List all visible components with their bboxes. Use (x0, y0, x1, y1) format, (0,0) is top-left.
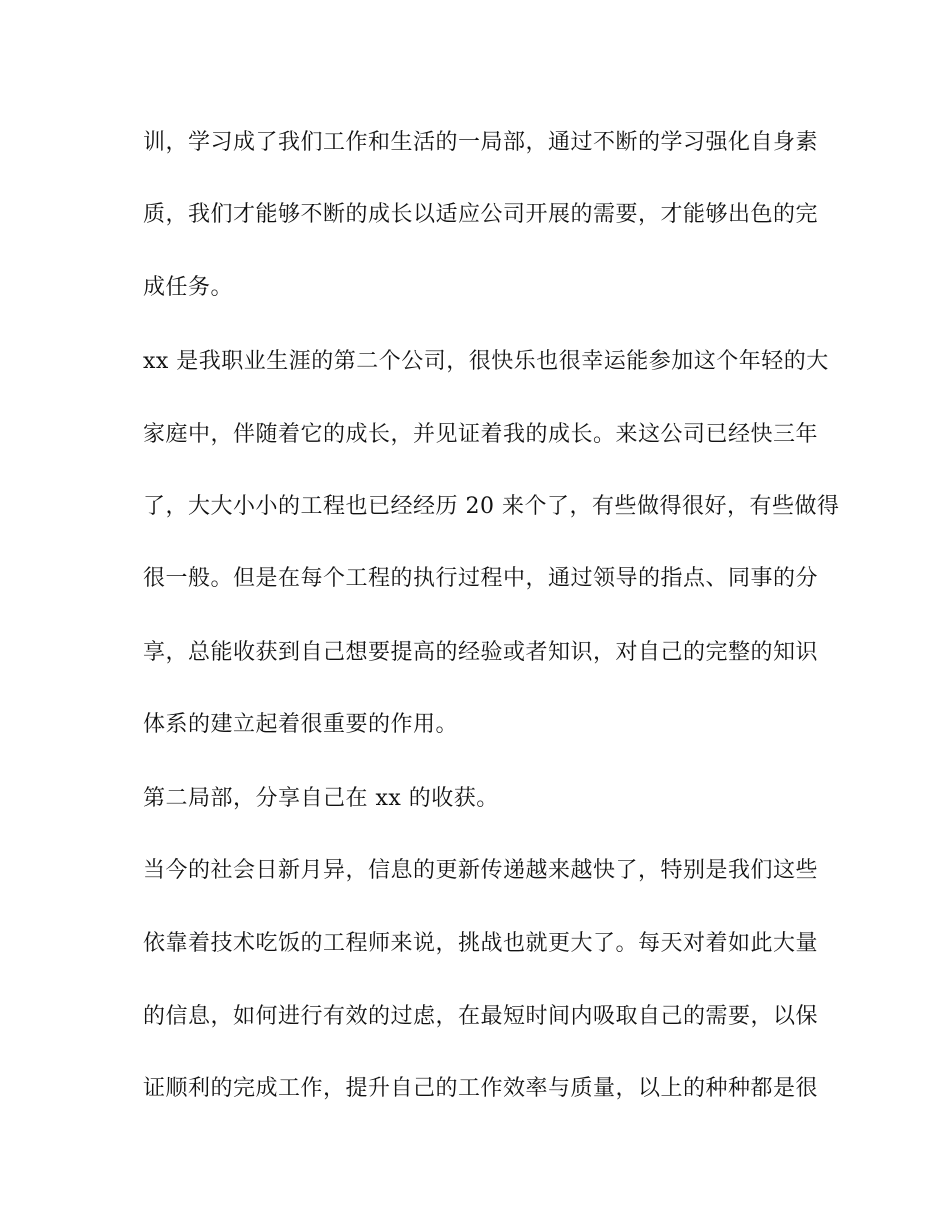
text-line: 很一般。但是在每个工程的执行过程中，通过领导的指点、同事的分 (143, 566, 819, 591)
text-line: 体系的建立起着很重要的作用。 (143, 712, 459, 737)
section-heading: 第二局部，分享自己在 xx 的收获。 (143, 786, 499, 811)
text-line: 的信息，如何进行有效的过虑，在最短时间内吸取自己的需要，以保 (143, 1004, 819, 1029)
text-line: 质，我们才能够不断的成长以适应公司开展的需要，才能够出色的完 (143, 202, 819, 227)
text-line: 证顺利的完成工作，提升自己的工作效率与质量，以上的种种都是很 (143, 1076, 819, 1101)
text-line: 训，学习成了我们工作和生活的一局部，通过不断的学习强化自身素 (143, 130, 819, 155)
text-line: 享，总能收获到自己想要提高的经验或者知识，对自己的完整的知识 (143, 640, 819, 665)
text-line: 成任务。 (143, 275, 234, 300)
text-line: 依靠着技术吃饭的工程师来说，挑战也就更大了。每天对着如此大量 (143, 931, 819, 956)
text-line: 当今的社会日新月异，信息的更新传递越来越快了，特别是我们这些 (143, 858, 819, 883)
text-line: xx 是我职业生涯的第二个公司，很快乐也很幸运能参加这个年轻的大 (143, 349, 829, 374)
text-line: 了，大大小小的工程也已经经历 20 来个了，有些做得很好，有些做得 (143, 494, 840, 519)
text-line: 家庭中，伴随着它的成长，并见证着我的成长。来这公司已经快三年 (143, 422, 819, 447)
